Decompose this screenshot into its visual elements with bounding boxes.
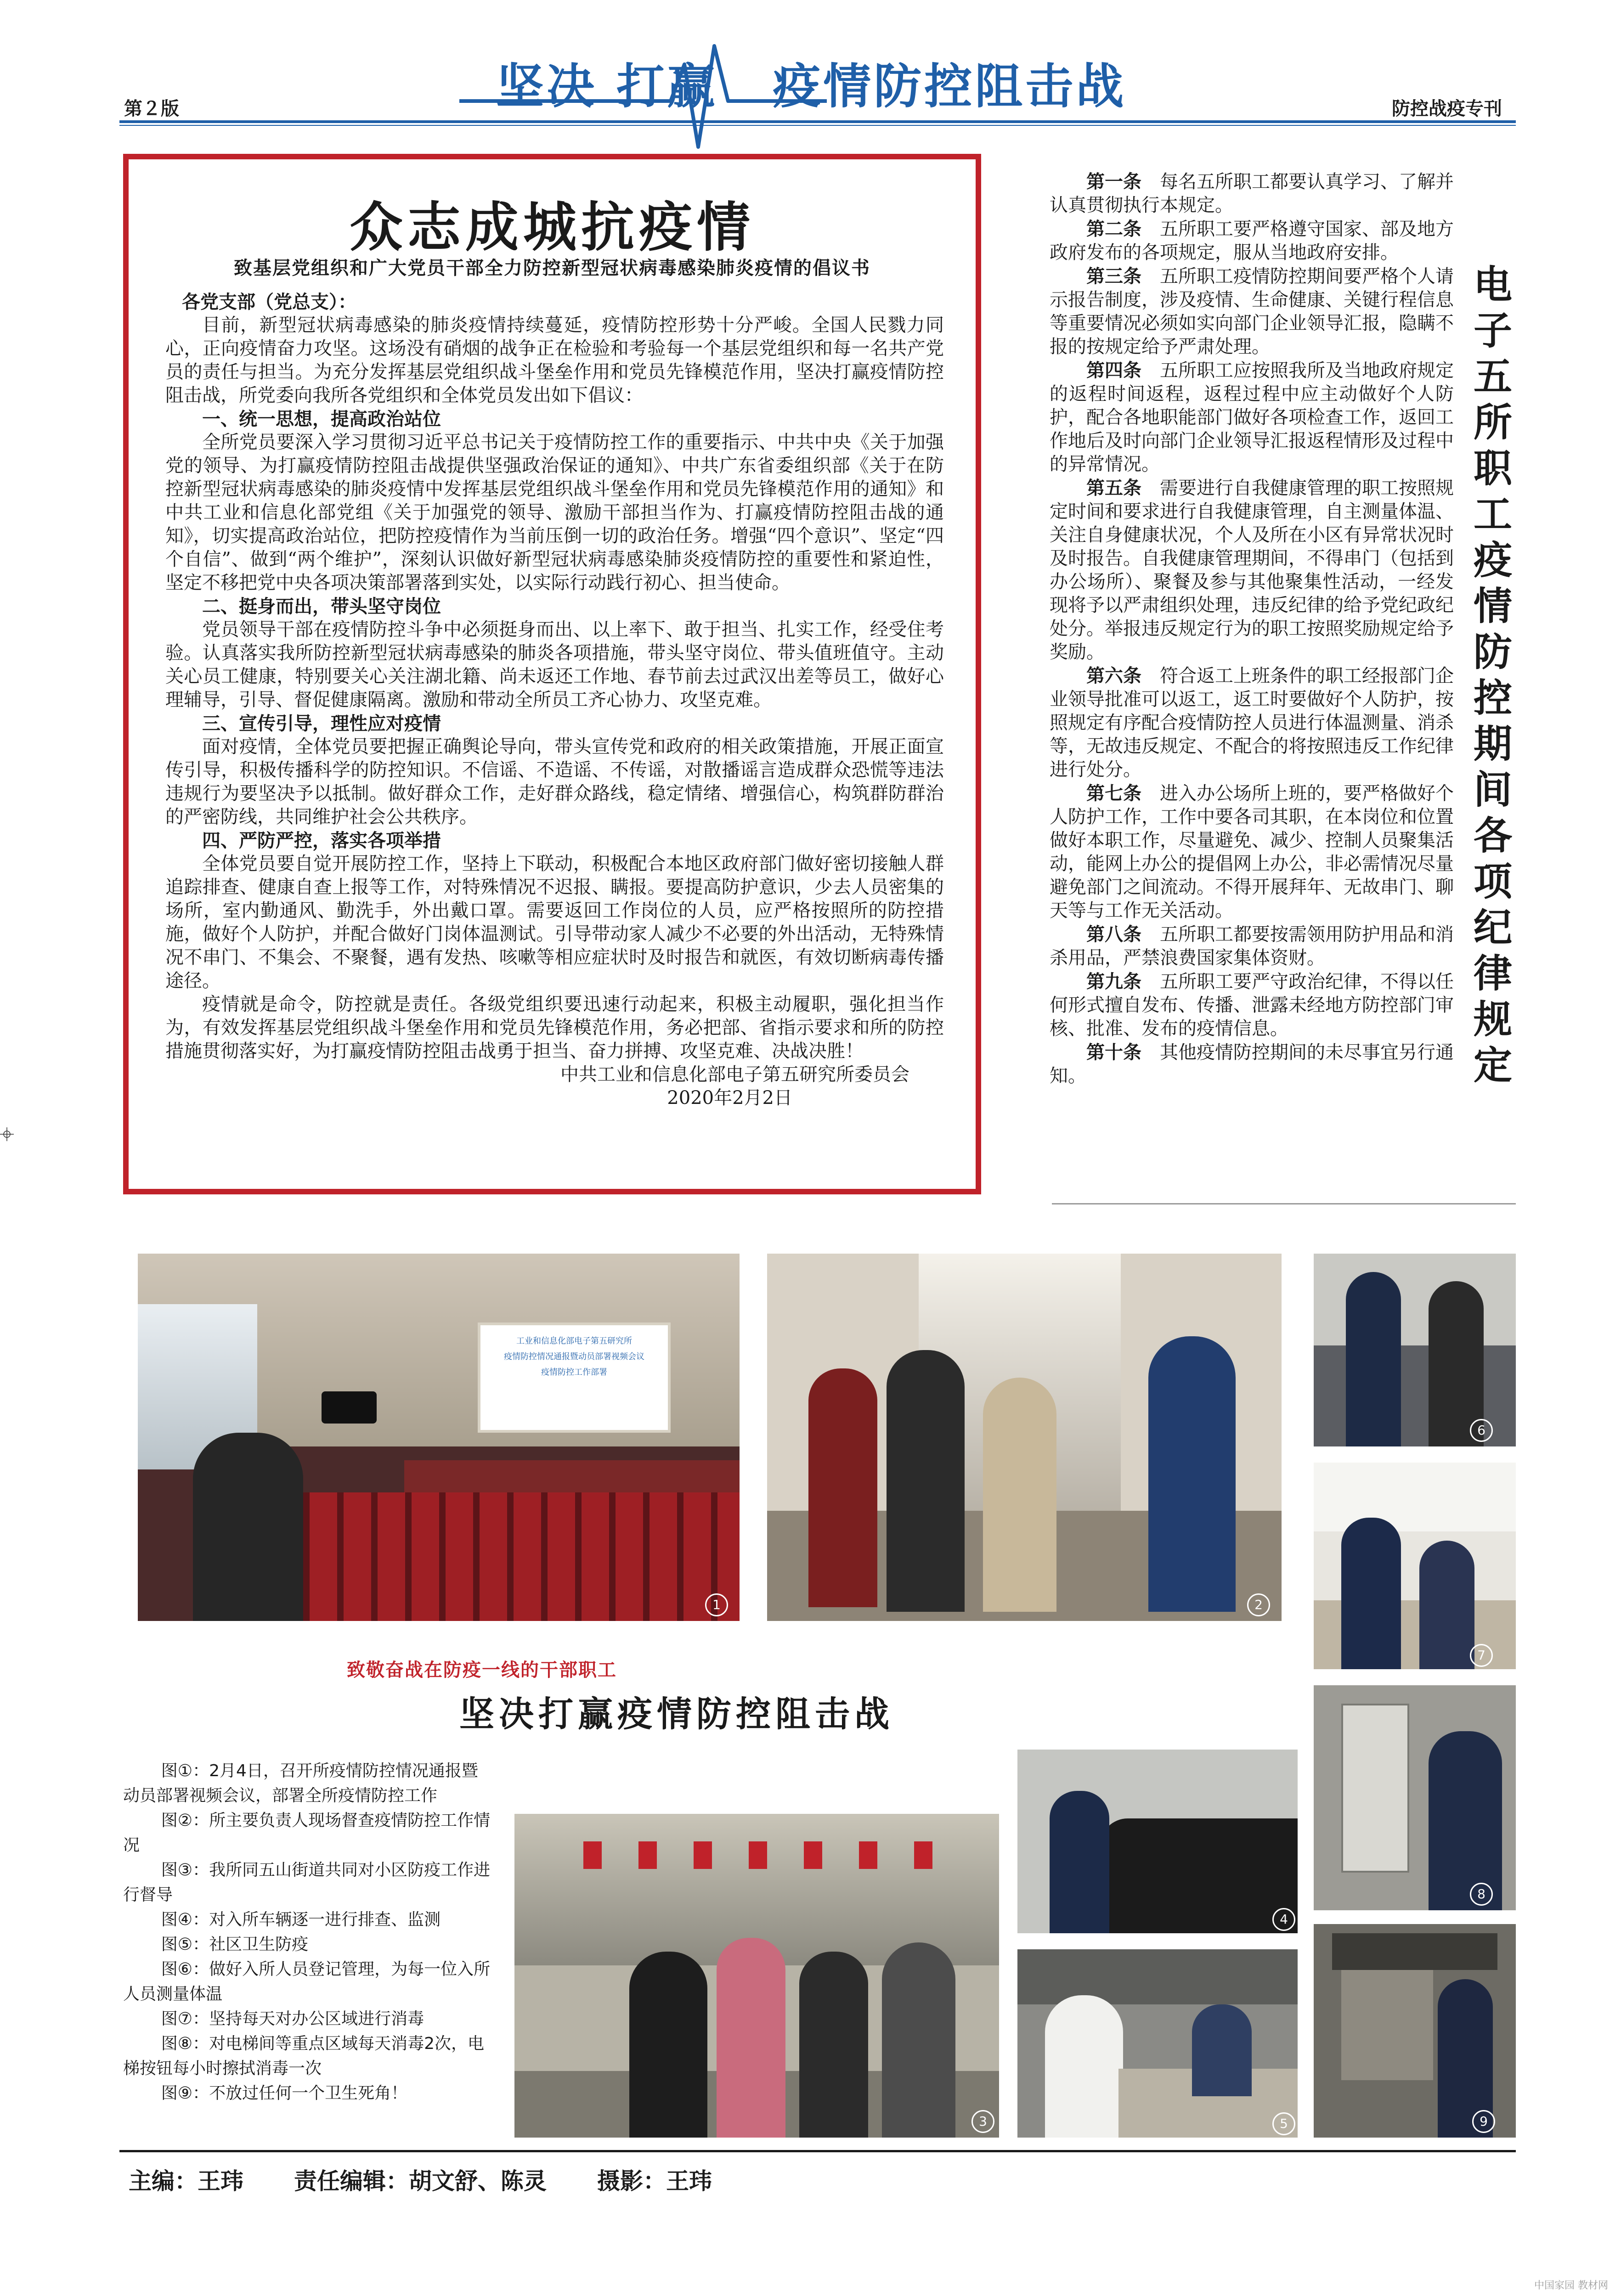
chief-editor: 主编：王玮 bbox=[129, 2168, 243, 2195]
person-dark-coat bbox=[887, 1350, 965, 1612]
tribute-caption: 致敬奋战在防疫一线的干部职工 bbox=[347, 1660, 617, 1681]
rule-item bbox=[1050, 782, 1454, 923]
person-blue-jacket bbox=[1148, 1336, 1236, 1612]
photo-number-badge: 5 bbox=[1272, 2112, 1295, 2135]
gate-wall bbox=[1314, 1254, 1516, 1345]
resident-figure bbox=[1192, 2004, 1252, 2096]
person-pink-coat bbox=[717, 1938, 785, 2138]
kiosk-roof bbox=[1332, 1933, 1497, 1970]
photo-section-title: 坚决打赢疫情防控阻击战 bbox=[459, 1694, 894, 1734]
rule-item bbox=[1050, 170, 1454, 217]
page-number: 第２版 bbox=[124, 98, 179, 119]
office-window bbox=[1314, 1463, 1516, 1531]
rule-text: 每名五所职工都要认真学习、了解并认真贯彻执行本规定。 bbox=[1050, 171, 1454, 216]
section-text: 党员领导干部在疫情防控斗争中必须挺身而出、以上率下、敢于担当、扎实工作，经受住考验。认真落实我所防控新型冠状病毒感染的肺炎各项措施，带头坚守岗位、带头值班值守。主动关心员工健康，特别要关心关注湖北籍、尚未返还工作地、春节前去过武汉出差等员工，做好心理辅导，引导、督促健康隔离。激励和带动全所员工齐心协力、攻坚克难。 bbox=[165, 619, 944, 710]
article-title: 众志成城抗疫情 bbox=[350, 196, 755, 259]
section-text: 全所党员要深入学习贯彻习近平总书记关于疫情防控工作的重要指示、中共中央《关于加强党的领导、为打赢疫情防控阻击战提供坚强政治保证的通知》、中共广东省委组织部《关于在防控新型冠状病毒感染的肺炎疫情中发挥基层党组织战斗堡垒作用和党员先锋模范作用的通知》和中共工业和信息化部党组《关于加强党的领导、激励干部担当作为、打赢疫情防控阻击战的通知》，切实提高政治站位，把防控疫情作为当前压倒一切的政治任务。增强“四个意识”、坚定“四个自信”、做到“两个维护”，深刻认识做好新型冠状病毒感染肺炎疫情防控的重要性和紧迫性，坚定不移把党中央各项决策部署落到实处，以实际行动践行初心、担当使命。 bbox=[165, 432, 944, 593]
photo-1-video-conference bbox=[138, 1254, 740, 1621]
rule-label: 第六条 bbox=[1086, 665, 1141, 687]
photo-7-office-disinfection bbox=[1314, 1463, 1516, 1669]
article-signature: 中共工业和信息化部电子第五研究所委员会 bbox=[560, 1064, 909, 1085]
photo-4-vehicle-check bbox=[1017, 1750, 1298, 1933]
masthead-title bbox=[496, 48, 1126, 117]
rule-text: 需要进行自我健康管理的职工按照规定时间和要求进行自我健康管理，自主测量体温、关注自身健康状况，个人及所在小区有异常状况时及时报告。自我健康管理期间，不得串门（包括到办公场所）、聚餐及参与其他聚集性活动，一经发现将予以严肃组织处理，违反纪律的给予党纪政纪处分。举报违反规定行为的职工按照奖励规定给予奖励。 bbox=[1050, 478, 1454, 663]
photo-caption: 图⑦：坚持每天对办公区域进行消毒 bbox=[161, 2009, 424, 2028]
rule-label: 第十条 bbox=[1086, 1041, 1141, 1063]
rule-item bbox=[1050, 264, 1454, 359]
registration-mark-icon bbox=[0, 1127, 14, 1141]
rules-vertical-title: 电子五所职工疫情防控期间各项纪律规定 bbox=[1473, 262, 1512, 1088]
photo-2-leader-inspection bbox=[767, 1254, 1282, 1621]
rule-text: 进入办公场所上班的，要严格做好个人防护工作，工作中要各司其职，在本岗位和位置做好本职工作，尽量避免、减少、控制人员聚集活动，能网上办公的提倡网上办公，非必需情况尽量避免部门之间流动。不得开展拜年、无故串门、聊天等与工作无关活动。 bbox=[1050, 783, 1454, 921]
rule-item bbox=[1050, 476, 1454, 664]
photo-number-badge: 3 bbox=[971, 2110, 994, 2133]
section-heading: 四、严防严控，落实各项举措 bbox=[202, 830, 441, 851]
rule-label: 第七条 bbox=[1086, 782, 1141, 804]
photo-number-badge: 1 bbox=[705, 1593, 728, 1616]
rule-label: 第五条 bbox=[1086, 477, 1141, 499]
discipline-rules bbox=[1050, 170, 1454, 1088]
watermark: 中国家园 教材网 bbox=[1534, 2280, 1608, 2291]
guard-figure bbox=[1050, 1791, 1109, 1933]
rule-label: 第三条 bbox=[1086, 265, 1141, 287]
rule-item bbox=[1050, 217, 1454, 264]
person-black-jacket bbox=[629, 1952, 707, 2138]
header-rule-thin bbox=[119, 125, 1516, 126]
photo-number-badge: 9 bbox=[1472, 2110, 1495, 2133]
header-rule bbox=[119, 120, 1516, 123]
person-grey-coat bbox=[882, 1942, 955, 2138]
article-salutation: 各党支部（党总支）： bbox=[182, 291, 356, 313]
rule-text: 五所职工要严守政治纪律，不得以任何形式擅自发布、传播、泄露未经地方防控部门审核、批准、发布的疫情信息。 bbox=[1050, 971, 1454, 1039]
rule-text: 五所职工疫情防控期间要严格个人请示报告制度，涉及疫情、生命健康、关键行程信息等重要情况必须如实向部门企业领导汇报，隐瞒不报的按规定给予严肃处理。 bbox=[1050, 266, 1454, 357]
masthead-title-part1: 坚决 打赢 bbox=[496, 58, 718, 114]
cleaner-figure bbox=[1429, 1731, 1502, 1910]
stage bbox=[404, 1460, 740, 1497]
worker-figure bbox=[1341, 1518, 1401, 1669]
rule-label: 第一条 bbox=[1086, 171, 1141, 192]
protective-suit-figure bbox=[1045, 1995, 1123, 2138]
guard-figure bbox=[1346, 1272, 1401, 1446]
rule-label: 第二条 bbox=[1086, 218, 1141, 240]
photo-number-badge: 2 bbox=[1247, 1593, 1270, 1616]
rule-text: 符合返工上班条件的职工经报部门企业领导批准可以返工，返工时要做好个人防护，按照规定有序配合疫情防控人员进行体温测量、消杀等，无故违反规定、不配合的将按照违反工作纪律进行处分。 bbox=[1050, 665, 1454, 780]
masthead-title-part2: 疫情防控阻击战 bbox=[773, 58, 1127, 114]
section-text: 面对疫情，全体党员要把握正确舆论导向，带头宣传党和政府的相关政策措施，开展正面宣传引导，积极传播科学的防控知识。不信谣、不造谣、不传谣，对散播谣言造成群众恐慌等违法违规行为要坚决予以抵制。做好群众工作，走好群众路线，稳定情绪、增强信心，构筑群防群治的严密防线，共同维护社会公共秩序。 bbox=[165, 736, 944, 827]
elevator-panel bbox=[1341, 1704, 1409, 1873]
rule-text: 五所职工应按照我所及当地政府规定的返程时间返程，返程过程中应主动做好个人防护，配合各地职能部门做好各项检查工作，返回工作地后及时向部门企业领导汇报返程情形及过程中的异常情况。 bbox=[1050, 360, 1454, 475]
photo-5-community-epidemic-prevention bbox=[1017, 1949, 1298, 2138]
worker-figure bbox=[1419, 1541, 1474, 1669]
red-lanterns bbox=[583, 1841, 932, 1869]
photo-caption: 图④：对入所车辆逐一进行排查、监测 bbox=[161, 1910, 441, 1929]
photo-caption: 图⑧：对电梯间等重点区域每天消毒2次，电梯按钮每小时擦拭消毒一次 bbox=[123, 2034, 484, 2078]
photo-9-sanitation-corner bbox=[1314, 1924, 1516, 2138]
photo-number-badge: 6 bbox=[1470, 1419, 1493, 1442]
rule-text: 其他疫情防控期间的未尽事宜另行通知。 bbox=[1050, 1042, 1454, 1086]
tent-roof bbox=[1017, 1949, 1298, 2004]
photo-caption: 图③：我所同五山街道共同对小区防疫工作进行督导 bbox=[123, 1861, 491, 1904]
footer-rule bbox=[119, 2150, 1516, 2152]
rule-item bbox=[1050, 1041, 1454, 1088]
rule-text: 五所职工都要按需领用防护用品和消杀用品，严禁浪费国家集体资财。 bbox=[1050, 924, 1454, 968]
photo-caption: 图⑤：社区卫生防疫 bbox=[161, 1935, 309, 1954]
screen-line: 工业和信息化部电子第五研究所 bbox=[516, 1336, 632, 1346]
proposal-article-box bbox=[123, 154, 981, 1194]
rules-separator bbox=[1052, 1203, 1516, 1204]
photo-number-badge: 4 bbox=[1272, 1908, 1295, 1931]
section-text: 全体党员要自觉开展防控工作，坚持上下联动，积极配合本地区政府部门做好密切接触人群追踪排查、健康自查上报等工作，对特殊情况不迟报、瞒报。要提高防护意识，少去人员密集的场所，室内勤通风、勤洗手，外出戴口罩。需要返回工作岗位的人员，应严格按照所的防控措施，做好个人防护，并配合做好门岗体温测试。引导带动家人减少不必要的外出活动，无特殊情况不串门、不集会、不聚餐，遇有发热、咳嗽等相应症状时及时报告和就医，有效切断病毒传播途径。 bbox=[165, 853, 944, 991]
article-subtitle: 致基层党组织和广大党员干部全力防控新型冠状病毒感染肺炎疫情的倡议书 bbox=[234, 257, 870, 279]
article-date: 2020年2月2日 bbox=[667, 1087, 792, 1109]
person-red-jacket bbox=[808, 1368, 877, 1607]
rule-text: 五所职工要严格遵守国家、部及地方政府发布的各项规定，服从当地政府安排。 bbox=[1050, 219, 1454, 263]
screen-line: 疫情防控情况通报暨动员部署视频会议 bbox=[504, 1352, 644, 1362]
rule-item bbox=[1050, 359, 1454, 476]
camera-operator bbox=[193, 1433, 303, 1621]
car-body bbox=[1100, 1818, 1298, 1933]
section-heading: 一、统一思想，提高政治站位 bbox=[202, 408, 441, 430]
section-heading: 二、挺身而出，带头坚守岗位 bbox=[202, 596, 441, 617]
rule-label: 第八条 bbox=[1086, 923, 1141, 945]
photo-number-badge: 7 bbox=[1470, 1644, 1493, 1667]
video-camera-icon bbox=[322, 1391, 377, 1424]
photo-caption: 图②：所主要负责人现场督查疫情防控工作情况 bbox=[123, 1811, 491, 1855]
photo-number-badge: 8 bbox=[1470, 1883, 1493, 1906]
photo-3-community-supervision bbox=[514, 1814, 999, 2138]
issue-name: 防控战疫专刊 bbox=[1392, 98, 1502, 119]
photo-caption: 图⑨：不放过任何一个卫生死角！ bbox=[161, 2084, 408, 2103]
footer-credits bbox=[129, 2163, 762, 2196]
kiosk-board bbox=[1341, 1970, 1433, 2080]
rule-item bbox=[1050, 970, 1454, 1041]
article-closing: 疫情就是命令，防控就是责任。各级党组织要迅速行动起来，积极主动履职，强化担当作为，有效发挥基层党组织战斗堡垒作用和党员先锋模范作用，务必把部、省指示要求和所的防控措施贯彻落实好，为打赢疫情防控阻击战勇于担当、奋力拼搏、攻坚克难、决战决胜！ bbox=[165, 994, 944, 1062]
photo-caption: 图⑥：做好入所人员登记管理，为每一位入所人员测量体温 bbox=[123, 1960, 491, 2003]
photo-captions bbox=[123, 1759, 491, 2106]
screen-line: 疫情防控工作部署 bbox=[541, 1367, 607, 1377]
rule-item bbox=[1050, 664, 1454, 782]
article-body bbox=[165, 290, 944, 1110]
section-heading: 三、宣传引导，理性应对疫情 bbox=[202, 713, 441, 734]
rule-label: 第四条 bbox=[1086, 360, 1141, 381]
photo-6-temperature-check bbox=[1314, 1254, 1516, 1446]
responsible-editors: 责任编辑：胡文舒、陈灵 bbox=[294, 2168, 547, 2195]
rule-label: 第九条 bbox=[1086, 971, 1141, 992]
photo-caption: 图①：2月4日，召开所疫情防控情况通报暨动员部署视频会议，部署全所疫情防控工作 bbox=[123, 1761, 478, 1805]
person-dark-coat bbox=[799, 1952, 868, 2138]
photographer: 摄影：王玮 bbox=[597, 2168, 712, 2195]
projection-screen bbox=[478, 1322, 671, 1433]
rule-item bbox=[1050, 923, 1454, 970]
person-beige-jacket bbox=[983, 1378, 1056, 1612]
photo-8-elevator-disinfection bbox=[1314, 1685, 1516, 1910]
article-intro: 目前，新型冠状病毒感染的肺炎疫情持续蔓延，疫情防控形势十分严峻。全国人民戮力同心，正向疫情奋力攻坚。这场没有硝烟的战争正在检验和考验每一个基层党组织和每一名共产党员的责任与担当。为充分发挥基层党组织战斗堡垒作用和党员先锋模范作用，坚决打赢疫情防控阻击战，所党委向我所各党组织和全体党员发出如下倡议： bbox=[165, 315, 944, 406]
red-seat-rows bbox=[276, 1492, 740, 1621]
